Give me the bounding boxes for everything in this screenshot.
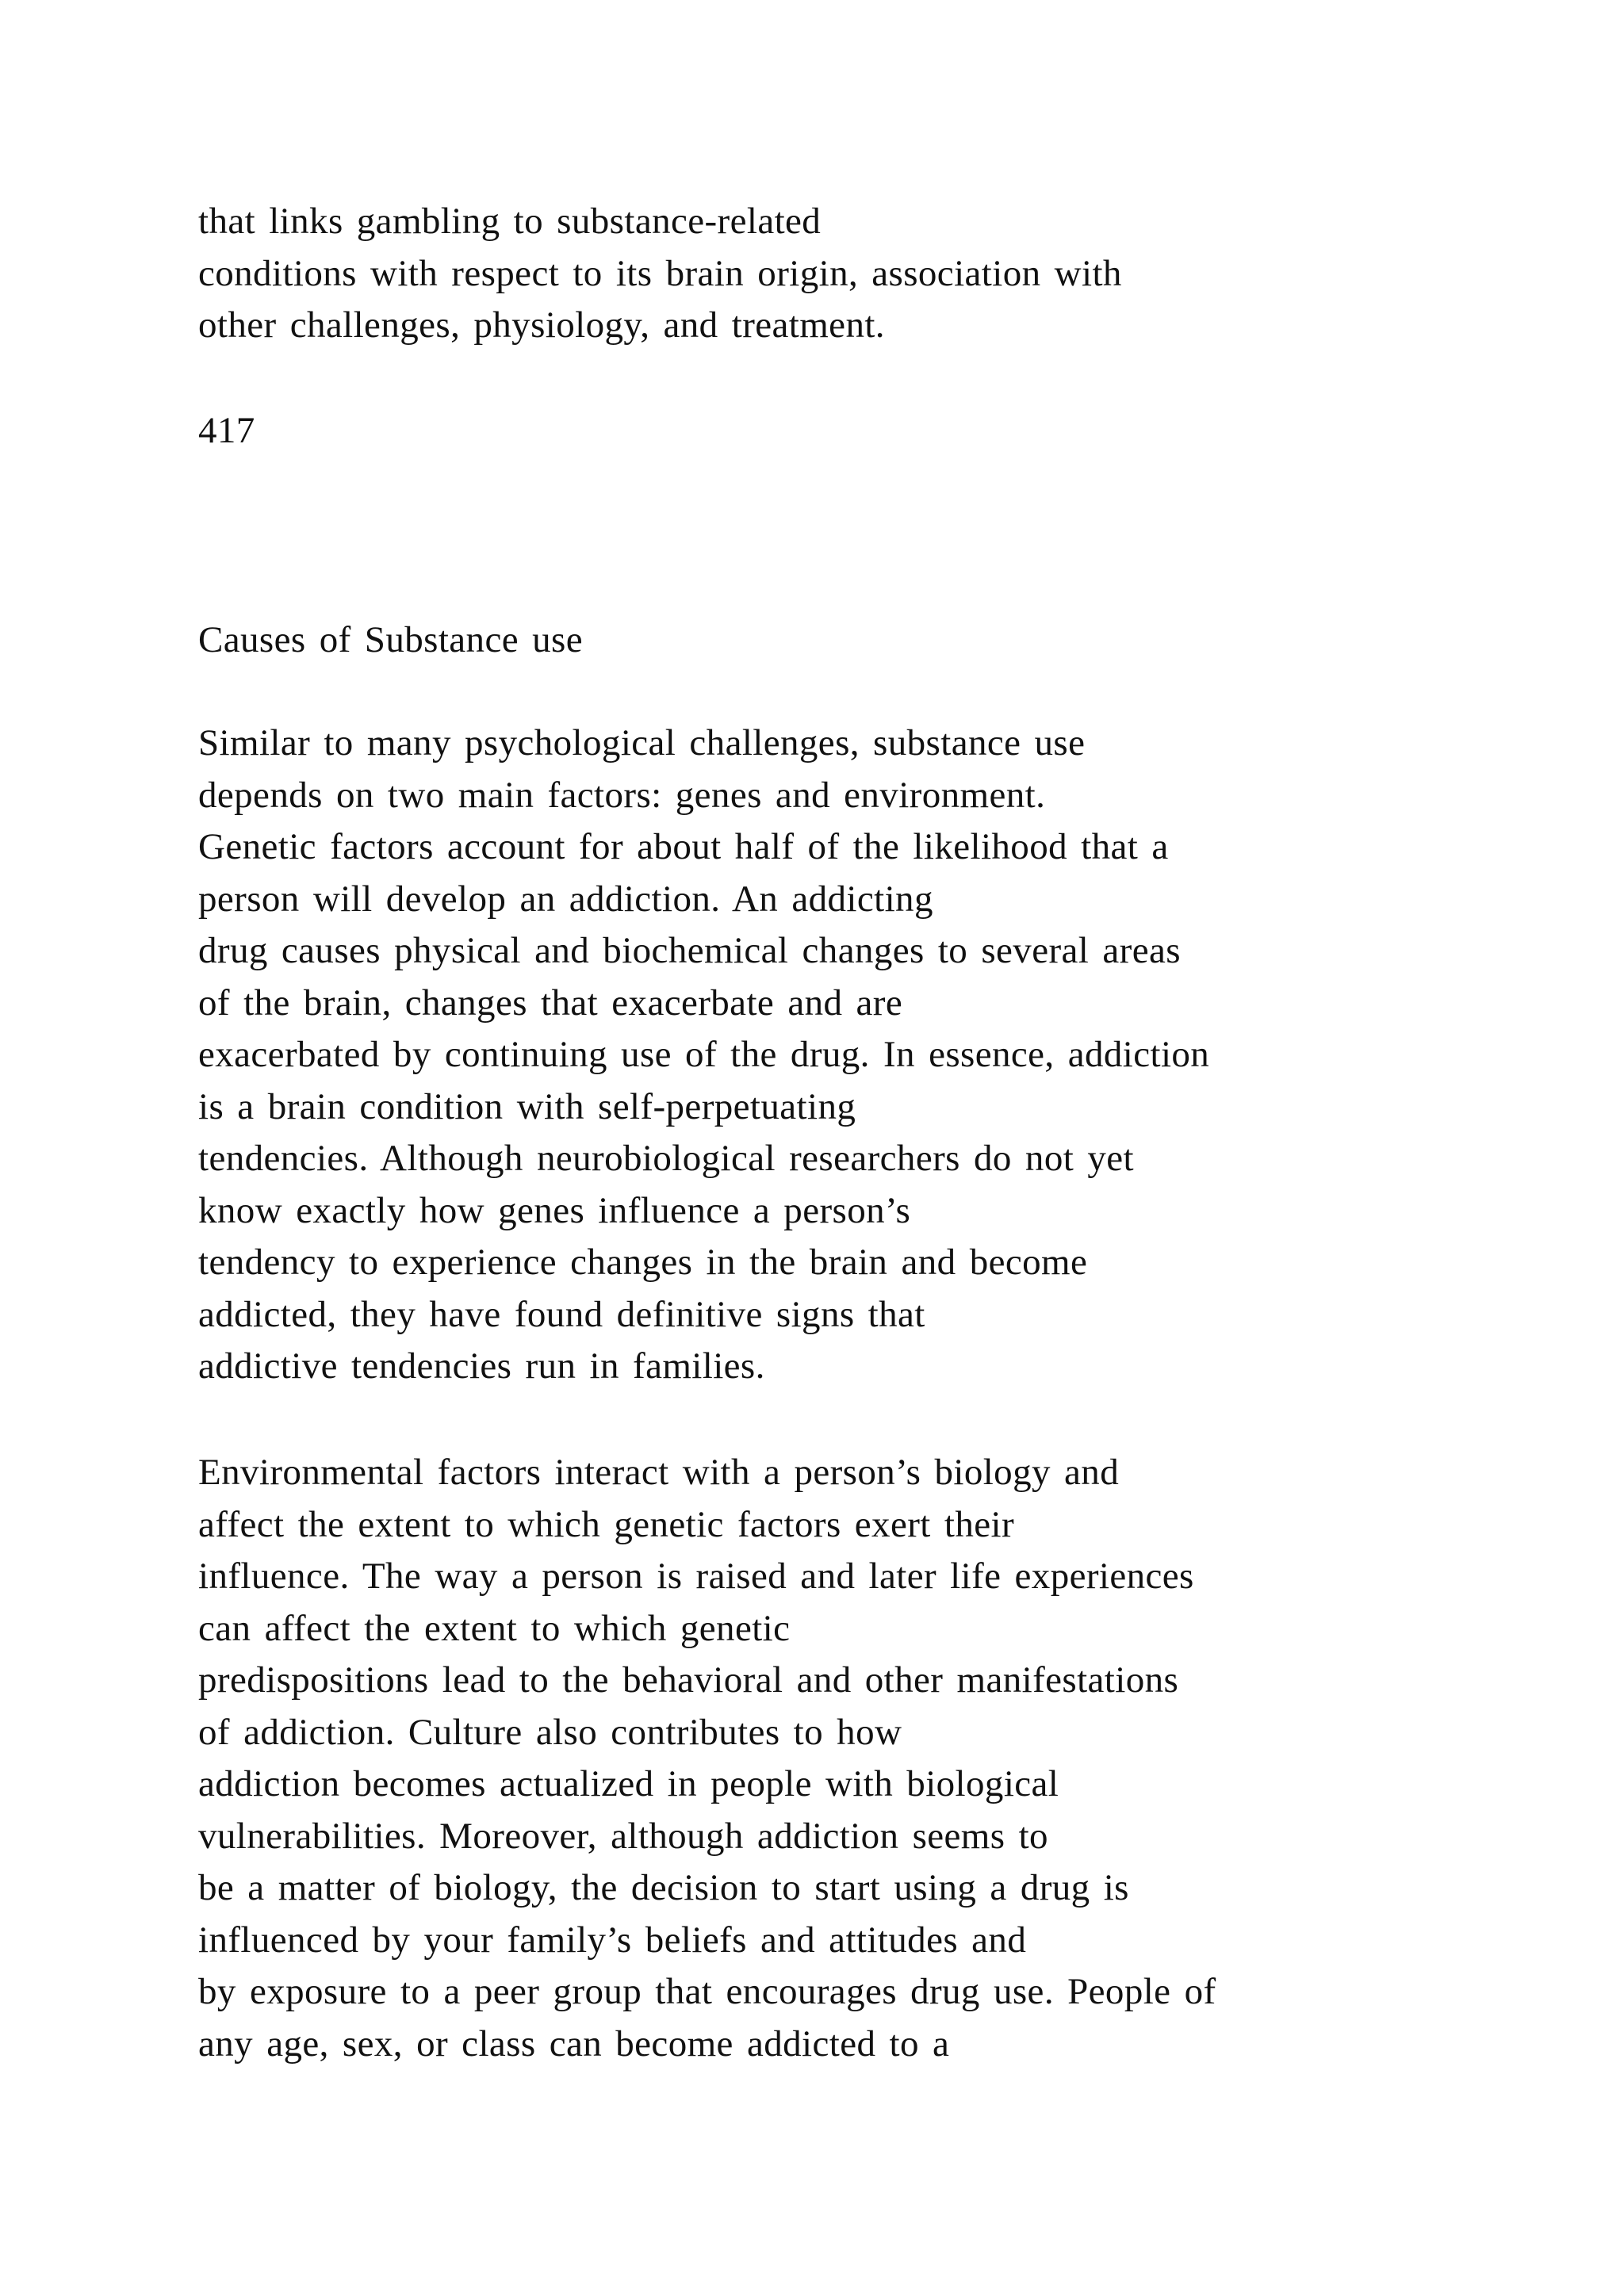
- text-line: affect the extent to which genetic factors exert their: [198, 1503, 1015, 1545]
- section-heading: Causes of Substance use: [198, 619, 583, 660]
- text-line: is a brain condition with self-perpetuating: [198, 1085, 856, 1127]
- text-line: Genetic factors account for about half of the likelihood that a: [198, 826, 1169, 867]
- text-line: vulnerabilities. Moreover, although addiction seems to: [198, 1815, 1048, 1857]
- text-line: depends on two main factors: genes and environment.: [198, 774, 1046, 816]
- text-line: Environmental factors interact with a person’s biology and: [198, 1452, 1120, 1493]
- text-line: conditions with respect to its brain origin, association with: [198, 252, 1122, 294]
- paragraph-environment: [198, 1447, 1216, 2070]
- text-line: of addiction. Culture also contributes to how: [198, 1711, 902, 1753]
- text-line: drug causes physical and biochemical changes to several areas: [198, 930, 1181, 971]
- text-line: can affect the extent to which genetic: [198, 1607, 791, 1649]
- text-line: be a matter of biology, the decision to start using a drug is: [198, 1867, 1129, 1908]
- text-line: Similar to many psychological challenges, substance use: [198, 722, 1086, 763]
- paragraph-genes: [198, 718, 1209, 1393]
- text-line: know exactly how genes influence a person’s: [198, 1189, 911, 1231]
- page-number: 417: [198, 410, 255, 451]
- text-line: influenced by your family’s beliefs and attitudes and: [198, 1919, 1027, 1961]
- intro-text: [198, 196, 1122, 352]
- text-line: of the brain, changes that exacerbate and are: [198, 982, 903, 1024]
- text-line: addictive tendencies run in families.: [198, 1345, 765, 1387]
- text-line: tendencies. Although neurobiological researchers do not yet: [198, 1138, 1134, 1179]
- text-line: by exposure to a peer group that encourages drug use. People of: [198, 1971, 1216, 2012]
- text-line: any age, sex, or class can become addicted to a: [198, 2022, 950, 2064]
- text-line: predispositions lead to the behavioral and other manifestations: [198, 1659, 1179, 1701]
- text-line: exacerbated by continuing use of the drug. In essence, addiction: [198, 1034, 1210, 1075]
- text-line: influence. The way a person is raised and later life experiences: [198, 1556, 1194, 1597]
- page-number-block: [198, 405, 255, 457]
- text-line: person will develop an addiction. An addicting: [198, 878, 933, 920]
- text-line: addicted, they have found definitive signs that: [198, 1293, 925, 1335]
- text-line: tendency to experience changes in the brain and become: [198, 1242, 1088, 1283]
- section-heading-block: [198, 614, 583, 667]
- text-line: other challenges, physiology, and treatment.: [198, 304, 885, 346]
- text-line: that links gambling to substance-related: [198, 201, 822, 242]
- text-line: addiction becomes actualized in people with biological: [198, 1763, 1059, 1804]
